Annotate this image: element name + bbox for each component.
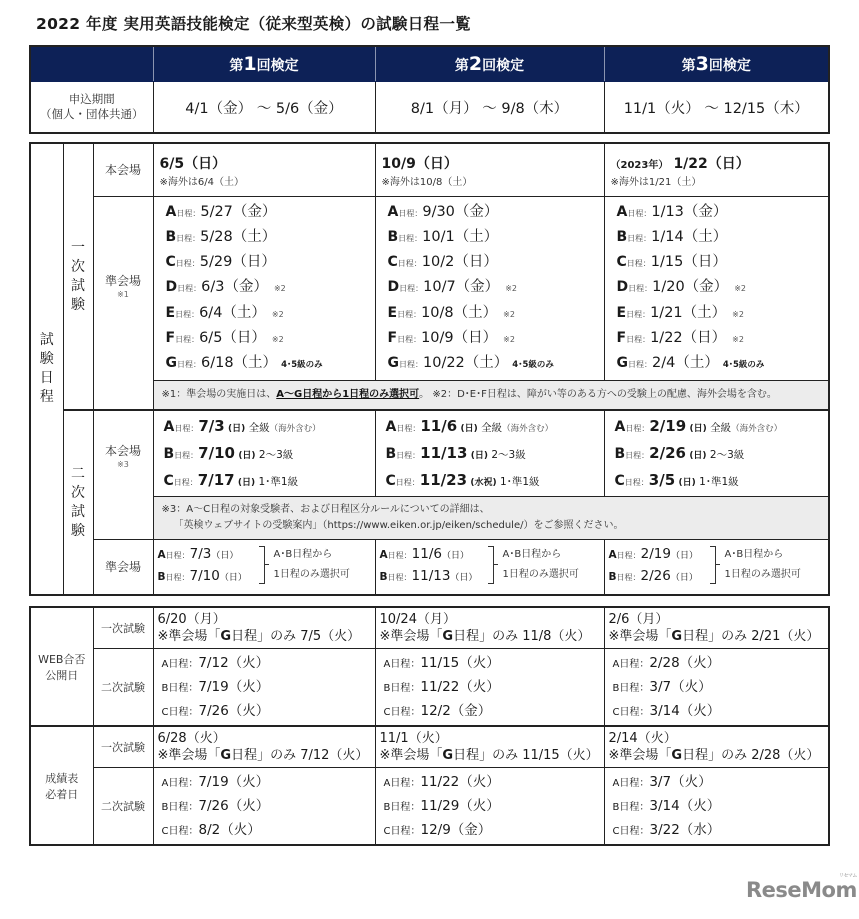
first-main-venue-label: 本会場 [93, 143, 153, 196]
round-2-header: 第2回検定 [375, 46, 604, 82]
second-exam-footnote: ※3：A～C日程の対象受験者、および日程区分ルールについての詳細は、 「英検ウェブサイトの受験案内」（https://www.eiken.or.jp/eiken/schedule/）をご参照ください。 [153, 497, 829, 540]
second-exam-label: 二次試験 [63, 410, 93, 595]
round-1-header: 第1回検定 [153, 46, 375, 82]
brace-icon [710, 546, 716, 584]
page-title: 2022 年度 実用英語技能検定（従来型英検）の試験日程一覧 [36, 15, 471, 33]
schedule-row: C日程：10/2（日） [387, 254, 498, 271]
schedule-row: C日程：5/29（日） [165, 254, 276, 271]
web-second-round-3: A日程：2/28（火） B日程：3/7（火） C日程：3/14（火） [604, 649, 829, 727]
web-results-label: WEB合否 公開日 [30, 607, 93, 726]
brace-icon [259, 546, 265, 584]
report-card-label: 成績表 必着日 [30, 726, 93, 845]
web-first-row [30, 607, 829, 649]
schedule-row: G日程：6/18（土） 4･5級のみ [165, 355, 323, 372]
schedule-row: C日程：11/23 (水祝) 1･準1級 [385, 471, 540, 490]
second-exam-main-venue-row [30, 410, 829, 497]
web-second-round-1: A日程：7/12（火） B日程：7/19（火） C日程：7/26（火） [153, 649, 375, 727]
first-sub-schedule-round-1 [153, 196, 375, 380]
resemom-logo: ReseMom リセマム [746, 873, 857, 902]
report-first-row [30, 726, 829, 768]
schedule-row: G日程：2/4（土） 4･5級のみ [616, 355, 765, 372]
schedule-row: A日程：7/3 (日) 全級（海外含む） [163, 417, 321, 436]
first-exam-footnote: ※1：準会場の実施日は、A～G日程から1日程のみ選択可。 ※2：D･E･F日程は、障がい等のある方への受験上の配慮、海外会場を含む。 [153, 380, 829, 410]
schedule-row: B日程：10/1（土） [387, 228, 499, 245]
application-period-round-2: 8/1（月） ～ 9/8（木） [375, 82, 604, 134]
schedule-row: B日程：2/26（日） [608, 568, 698, 585]
report-first-round-2: 11/1（火） ※準会場「G日程」のみ 11/15（火） [375, 726, 604, 768]
round-header-row [30, 46, 829, 82]
first-sub-schedule-round-3 [604, 196, 829, 380]
first-sub-schedule-round-2 [375, 196, 604, 380]
schedule-row: C日程：7/17 (日) 1･準1級 [163, 471, 299, 490]
schedule-row: A日程：5/27（金） [165, 203, 277, 220]
first-main-date-round-1: 6/5（日） ※海外は6/4（土） [153, 143, 375, 196]
schedule-row: D日程：6/3（金） ※2 [165, 279, 286, 296]
second-sub-venue-label: 準会場 [93, 540, 153, 596]
schedule-section-label: 試験日程 [30, 143, 63, 595]
brace-icon [488, 546, 494, 584]
schedule-row: B日程：11/13 (日) 2～3級 [385, 444, 526, 463]
schedule-row: D日程：10/7（金） ※2 [387, 279, 517, 296]
brace-note: A･B日程から 1日程のみ選択可 [502, 549, 579, 581]
application-period-label: 申込期間 （個人・団体共通） [30, 82, 153, 134]
schedule-row: A日程：2/19（日） [608, 546, 698, 563]
schedule-row: A日程：11/6 (日) 全級（海外含む） [385, 417, 554, 436]
schedule-row: A日程：7/3（日） [157, 546, 239, 563]
web-second-row [30, 649, 829, 727]
report-second-row [30, 768, 829, 846]
second-sub-schedule-round-1 [153, 540, 375, 596]
schedule-row: B日程：7/10（日） [157, 568, 247, 585]
application-period-round-3: 11/1（火） ～ 12/15（木） [604, 82, 829, 134]
application-period-round-1: 4/1（金） ～ 5/6（金） [153, 82, 375, 134]
schedule-row: G日程：10/22（土） 4･5級のみ [387, 355, 554, 372]
second-main-schedule-round-3 [604, 410, 829, 497]
web-second-round-2: A日程：11/15（火） B日程：11/22（火） C日程：12/2（金） [375, 649, 604, 727]
second-exam-sub-venue-row [30, 540, 829, 596]
schedule-row: E日程：6/4（土） ※2 [165, 304, 284, 321]
first-exam-label: 一次試験 [63, 143, 93, 410]
report-second-round-2: A日程：11/22（火） B日程：11/29（火） C日程：12/9（金） [375, 768, 604, 846]
schedule-row: C日程：1/15（日） [616, 254, 727, 271]
second-main-venue-label: 本会場 ※3 [93, 410, 153, 540]
schedule-row: A日程：11/6（日） [379, 546, 469, 563]
brace-note: A･B日程から 1日程のみ選択可 [273, 549, 350, 581]
schedule-row: B日程：7/10 (日) 2～3級 [163, 444, 294, 463]
schedule-row: E日程：1/21（土） ※2 [616, 304, 744, 321]
first-exam-sub-venue-row [30, 196, 829, 380]
schedule-row: C日程：3/5 (日) 1･準1級 [614, 471, 739, 490]
report-second-round-1: A日程：7/19（火） B日程：7/26（火） C日程：8/2（火） [153, 768, 375, 846]
second-sub-schedule-round-3 [604, 540, 829, 596]
report-second-round-3: A日程：3/7（火） B日程：3/14（火） C日程：3/22（水） [604, 768, 829, 846]
first-sub-venue-label: 準会場 ※1 [93, 196, 153, 410]
application-table [29, 45, 830, 134]
report-second-exam-label: 二次試験 [93, 768, 153, 846]
exam-schedule-table [29, 142, 830, 596]
schedule-row: A日程：9/30（金） [387, 203, 499, 220]
schedule-row: B日程：5/28（土） [165, 228, 277, 245]
brace-note: A･B日程から 1日程のみ選択可 [724, 549, 801, 581]
schedule-row: E日程：10/8（土） ※2 [387, 304, 515, 321]
web-second-exam-label: 二次試験 [93, 649, 153, 727]
schedule-row: B日程：1/14（土） [616, 228, 728, 245]
first-exam-main-venue-row [30, 143, 829, 196]
web-first-round-3: 2/6（月） ※準会場「G日程」のみ 2/21（火） [604, 607, 829, 649]
schedule-row: A日程：1/13（金） [616, 203, 728, 220]
second-main-schedule-round-1 [153, 410, 375, 497]
schedule-row: D日程：1/20（金） ※2 [616, 279, 746, 296]
report-first-exam-label: 一次試験 [93, 726, 153, 768]
web-first-round-1: 6/20（月） ※準会場「G日程」のみ 7/5（火） [153, 607, 375, 649]
schedule-row: F日程：6/5（日） ※2 [165, 329, 284, 346]
header-blank [30, 46, 153, 82]
first-main-date-round-3: （2023年） 1/22（日） ※海外は1/21（土） [604, 143, 829, 196]
web-first-exam-label: 一次試験 [93, 607, 153, 649]
first-main-date-round-2: 10/9（日） ※海外は10/8（土） [375, 143, 604, 196]
schedule-row: B日程：11/13（日） [379, 568, 478, 585]
second-main-schedule-round-2 [375, 410, 604, 497]
schedule-row: A日程：2/19 (日) 全級（海外含む） [614, 417, 783, 436]
report-first-round-3: 2/14（火） ※準会場「G日程」のみ 2/28（火） [604, 726, 829, 768]
results-table [29, 606, 830, 846]
schedule-row: F日程：1/22（日） ※2 [616, 329, 744, 346]
round-3-header: 第3回検定 [604, 46, 829, 82]
report-first-round-1: 6/28（火） ※準会場「G日程」のみ 7/12（火） [153, 726, 375, 768]
schedule-row: B日程：2/26 (日) 2～3級 [614, 444, 745, 463]
application-period-row [30, 82, 829, 134]
second-sub-schedule-round-2 [375, 540, 604, 596]
schedule-row: F日程：10/9（日） ※2 [387, 329, 515, 346]
web-first-round-2: 10/24（月） ※準会場「G日程」のみ 11/8（火） [375, 607, 604, 649]
